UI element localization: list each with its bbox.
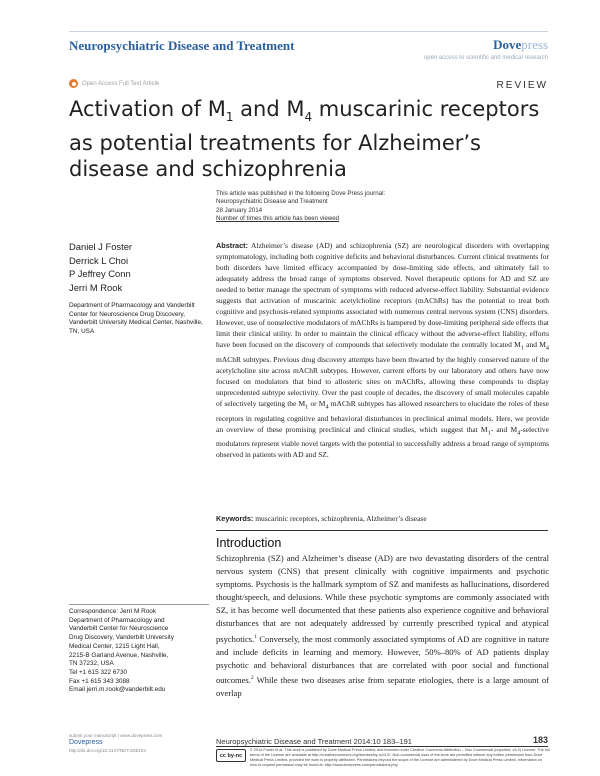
publisher-tagline: open access to scientific and medical research xyxy=(423,55,548,61)
correspondence-line: Correspondence: Jerri M Rook xyxy=(69,608,157,615)
pubinfo-date: 28 January 2014 xyxy=(216,206,263,214)
author: Derrick L Choi xyxy=(69,254,129,266)
abstract-text: - and M xyxy=(490,424,518,434)
keywords xyxy=(216,513,549,524)
body-text: While these two diseases arise from separate etiologies, there is a large amount of overlap xyxy=(216,674,549,698)
pubinfo-line: This article was published in the following Dove Press journal: xyxy=(216,190,386,197)
publication-info xyxy=(216,190,385,224)
publisher-logo[interactable] xyxy=(493,37,548,53)
pubinfo-journal: Neuropsychiatric Disease and Treatment xyxy=(216,198,328,206)
reference-link[interactable]: 1 xyxy=(254,633,257,640)
abstract-text: mAChR subtypes has allowed researchers to elucidate the roles of these receptors in regulating cognitive and behavioral disturbances in preclinical animal models. Here, we provide an overview of these promising preclinical and clinical studies, which suggest that M xyxy=(216,399,549,434)
intro-body xyxy=(216,552,549,700)
reference-link[interactable]: 2 xyxy=(250,674,254,681)
abstract-text: -selective modulators represent viable novel targets with the potential to successfully address a broad range of symptoms observed in patients with AD and SZ. xyxy=(216,424,549,460)
section-rule xyxy=(216,530,548,531)
title-subscript: 4 xyxy=(304,110,313,125)
open-access-icon xyxy=(69,79,78,88)
correspondence-rule xyxy=(69,604,209,605)
correspondence-line: TN 37232, USA xyxy=(69,660,114,668)
views-link[interactable]: Number of times this article has been viewed xyxy=(216,215,340,223)
abstract-text: or M xyxy=(308,399,326,409)
author: Jerri M Rook xyxy=(69,281,123,293)
title-part: and M xyxy=(233,97,305,121)
footer-journal: Neuropsychiatric Disease and Treatment 2014:10 183–191 xyxy=(216,737,412,746)
affiliation: Department of Pharmacology and Vanderbilt Center for Neuroscience Drug Discovery, Vanderbilt University Medical Center, Nashville, TN, USA xyxy=(69,302,203,335)
header-rule xyxy=(69,31,548,32)
abstract-text: Alzheimer’s disease (AD) and schizophrenia (SZ) are neurological disorders with overlapping symptomatology, including both cognitive deficits and behavioral disturbances. Current clinical treatments for both disorders have limited efficacy accompanied by dose-limiting side effects, and ultimately fail to adequately address the broad range of symptoms observed. Novel therapeutic options for AD and SZ are needed to better manage the spectrum of symptoms with reduced adverse-effect liability. Substantial evidence suggests that activation of muscarinic acetylcholine receptors (mAChRs) has the potential to treat both cognitive and psychosis-related symptoms associated with numerous central nervous system (CNS) disorders. However, use of nonselective modulators of mAChRs is hampered by dose-limiting peripheral side effects that limit their clinical utility. In order to maintain the clinical efficacy without the adverse-effect liability, efforts have been focused on the discovery of compounds that selectively modulate the centrally located M xyxy=(216,241,549,350)
cc-license-icon[interactable]: cc by-nc xyxy=(216,749,246,762)
license-text: © 2014 Foster et al. This work is published by Dove Medical Press Limited, and licensed under Creative Commons Attribution – Non Commercial (unported, v3.0) License. The full terms of the License are available at http://creativecommons.org/licenses/by-nc/3.0/. Non-commercial uses of the work are permitted without any further permission from Dove Medical Press Limited, provided the work is properly attributed. Permissions beyond the scope of the License are administered by Dove Medical Press Limited. Information on how to request permission may be found at: http://www.dovepress.com/permissions.php xyxy=(250,748,550,767)
subscript: 4 xyxy=(545,344,549,352)
article-type: REVIEW xyxy=(496,80,548,91)
page-number: 183 xyxy=(532,735,548,745)
correspondence xyxy=(69,608,209,695)
correspondence-line: Department of Pharmacology and xyxy=(69,616,165,624)
correspondence-line: Vanderbilt Center for Neuroscience xyxy=(69,625,169,633)
correspondence-line: 2215-B Garland Avenue, Nashville, xyxy=(69,651,169,659)
correspondence-line: Fax +1 615 343 3088 xyxy=(69,677,130,685)
journal-title[interactable]: Neuropsychiatric Disease and Treatment xyxy=(69,38,295,53)
abstract-text: mAChR subtypes. Previous drug discovery attempts have been thwarted by the highly conserved nature of the acetylcholine site across mAChR subtypes. However, current efforts by our laboratory and others have now focused on modulators that bind to allosteric sites on mAChRs, allowing these compounds to display unprecedented subtype selectivity. Over the past couple of decades, the discovery of small molecules capable of selectively targeting the M xyxy=(216,354,549,409)
footer-rule xyxy=(216,746,548,747)
body-text: Conversely, the most commonly associated symptoms of AD are cognitive in nature and include deficits in learning and memory. However, 50%–80% of AD patients display psychotic and behavioral disturbances that are correlated with poor social and functional outcomes. xyxy=(216,633,549,685)
correspondence-email[interactable]: Email jerri.m.rook@vanderbilt.edu xyxy=(69,686,166,694)
abstract-label: Abstract: xyxy=(216,241,249,250)
title-part: muscarinic receptors as potential treatments for Alzheimer’s disease and schizophrenia xyxy=(69,97,540,182)
body-text: Schizophrenia (SZ) and Alzheimer’s disease (AD) are two devastating disorders of the central nervous system (CNS) that present clinically with cognitive impairments and psychotic symptoms. Psychosis is the hallmark symptom of SZ and manifests as hallucinations, disordered thought/speech, and delusions. While these psychotic symptoms are commonly associated with SZ, it has become well documented that these patients also experience cognitive and behavioral disturbances that are not adequately addressed by currently prescribed typical and atypical psychotics. xyxy=(216,553,549,644)
subscript: 1 xyxy=(305,403,309,411)
author: Daniel J Foster xyxy=(69,241,133,252)
keywords-label: Keywords: xyxy=(216,514,254,523)
subscript: 4 xyxy=(325,403,329,411)
subscript: 1 xyxy=(520,344,524,352)
submit-link[interactable]: submit your manuscript | www.dovepress.com xyxy=(69,733,163,738)
correspondence-line: Tel +1 615 322 6730 xyxy=(69,668,128,676)
author-list xyxy=(69,240,132,294)
publisher-bold: Dove xyxy=(493,37,522,52)
intro-heading: Introduction xyxy=(216,536,282,550)
subscript: 4 xyxy=(517,429,521,437)
keywords-text: muscarinic receptors, schizophrenia, Alzheimer’s disease xyxy=(253,514,427,523)
open-access-text: Open Access Full Text Article xyxy=(82,80,160,87)
title-subscript: 1 xyxy=(225,110,234,125)
author: P Jeffrey Conn xyxy=(69,268,131,279)
footer-dove-logo[interactable]: Dovepress xyxy=(69,739,103,747)
doi-link[interactable]: http://dx.doi.org/10.2147/NDT.S55104 xyxy=(69,747,146,753)
publisher-light: press xyxy=(521,37,548,52)
abstract xyxy=(216,240,549,460)
subscript: 1 xyxy=(487,429,491,437)
abstract-text: and M xyxy=(523,340,546,350)
correspondence-line: Medical Center, 1215 Light Hall, xyxy=(69,642,160,650)
footer-left xyxy=(69,732,162,754)
correspondence-line: Drug Discovery, Vanderbilt University xyxy=(69,634,174,642)
open-access-label xyxy=(69,79,159,88)
title-part: Activation of M xyxy=(69,97,226,121)
article-title xyxy=(69,96,549,182)
